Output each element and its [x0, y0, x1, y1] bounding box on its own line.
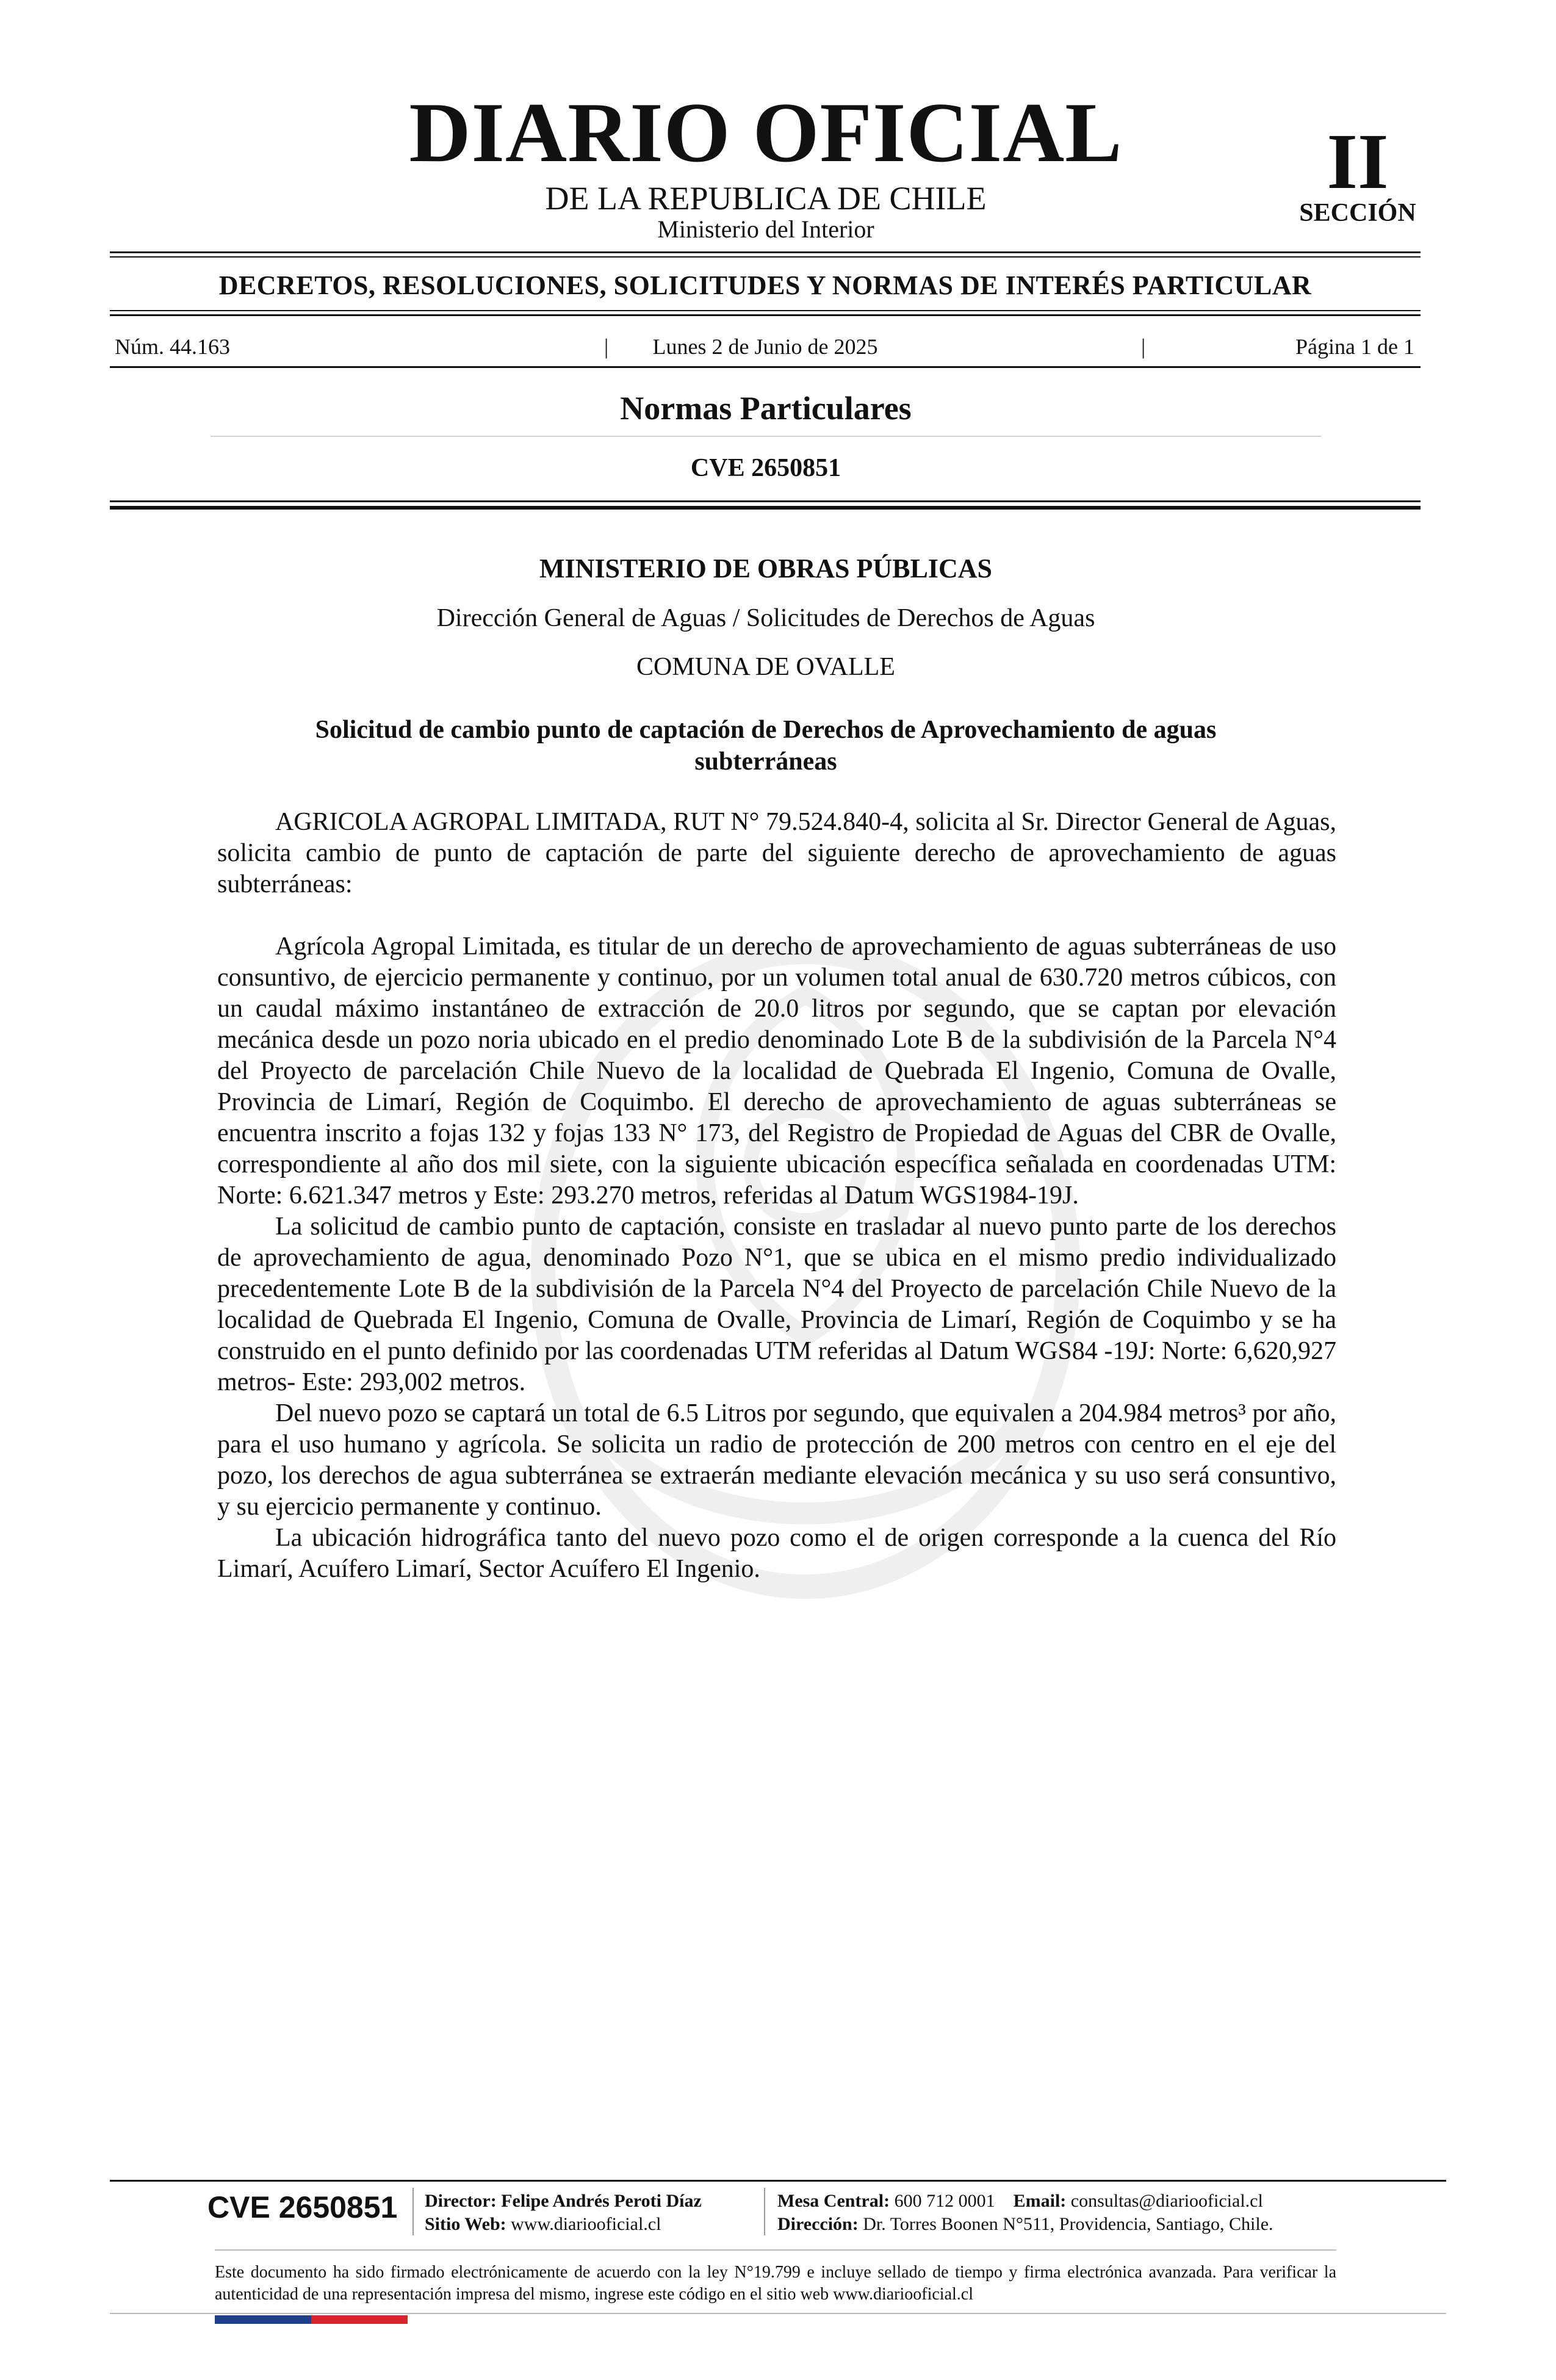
cve-rule-top [110, 500, 1421, 502]
footer-director-block [425, 2190, 754, 2236]
footer-divider [412, 2188, 414, 2235]
body-paragraph: Agrícola Agropal Limitada, es titular de un derecho de aprovechamiento de aguas subterráneas de uso consuntivo, de ejercicio permanente y continuo, por un volumen total anual de 630.720 metros cúbicos, con un caudal máximo instantáneo de extracción de 20.0 litros por segundo, que se captan por elevación mecánica desde un pozo noria ubicado en el predio denominado Lote B de la subdivisión de la Parcela N°4 del Proyecto de parcelación Chile Nuevo de la localidad de Quebrada El Ingenio, Comuna de Ovalle, Provincia de Limarí, Región de Coquimbo. El derecho de aprovechamiento de aguas subterráneas se encuentra inscrito a fojas 132 y fojas 133 N° 173, del Registro de Propiedad de Aguas del CBR de Ovalle, correspondiente al año dos mil siete, con la siguiente ubicación específica señalada en coordenadas UTM: Norte: 6.621.347 metros y Este: 293.270 metros, referidas al Datum WGS1984-19J. [217, 932, 1336, 1210]
footer-phone-email [777, 2190, 1363, 2213]
newspaper-ministry: Ministerio del Interior [657, 215, 874, 243]
director-name: Felipe Andrés Peroti Díaz [501, 2191, 702, 2211]
section-label: SECCIÓN [1299, 199, 1416, 227]
cve-code: CVE 2650851 [690, 454, 841, 482]
body-paragraph: Del nuevo pozo se captará un total de 6.5 Litros por segundo, que equivalen a 204.984 metros³ por año, para el uso humano y agrícola. Se solicita un radio de protección de 200 metros con centro en el eje del pozo, los derechos de agua subterránea se extraerán mediante elevación mecánica y su uso será consuntivo, y su ejercicio permanente y continuo. [217, 1399, 1336, 1521]
body-paragraph: La ubicación hidrográfica tanto del nuevo pozo como el de origen corresponde a la cuenca del Río Limarí, Acuífero Limarí, Sector Acuífero El Ingenio. [217, 1524, 1336, 1583]
page-indicator: Página 1 de 1 [1295, 334, 1414, 359]
cve-rule-bottom [110, 506, 1421, 510]
footer-legal-notice: Este documento ha sido firmado electrónicamente de acuerdo con la ley N°19.799 e incluye sellado de tiempo y firma electrónica avanzada. Para verificar la autenticidad de una representación impresa del mismo, ingrese este código en el sitio web www.diariooficial.cl [215, 2263, 1336, 2304]
phone-label: Mesa Central: [777, 2191, 890, 2211]
info-rule-bottom [110, 366, 1421, 368]
footer-site [425, 2213, 754, 2236]
email-address[interactable]: consultas@diariooficial.cl [1070, 2191, 1263, 2211]
body-paragraph: AGRICOLA AGROPAL LIMITADA, RUT N° 79.524.840-4, solicita al Sr. Director General de Aguas, solicita cambio de punto de captación de parte del siguiente derecho de aprovechamiento de aguas subterráneas: [217, 808, 1336, 898]
issue-info-row [110, 334, 1421, 359]
section-banner: DECRETOS, RESOLUCIONES, SOLICITUDES Y NORMAS DE INTERÉS PARTICULAR [218, 270, 1312, 300]
director-label: Director: [425, 2191, 497, 2211]
section-title-rule [211, 436, 1321, 437]
document-body [217, 807, 1336, 1585]
footer-rule-bottom [110, 2313, 1446, 2314]
info-separator: | [1141, 334, 1146, 359]
info-separator: | [604, 334, 609, 359]
email-label: Email: [1013, 2191, 1067, 2211]
footer-rule-top [110, 2180, 1446, 2182]
newspaper-title: DIARIO OFICIAL [409, 85, 1123, 180]
address-label: Dirección: [777, 2214, 859, 2234]
masthead-rule-top [110, 251, 1421, 253]
body-paragraph: La solicitud de cambio punto de captación, consiste en trasladar al nuevo punto parte de los derechos de aprovechamiento de agua, denominado Pozo N°1, que se ubica en el mismo predio individualizado precedentemente Lote B de la subdivisión de la Parcela N°4 del Proyecto de parcelación Chile Nuevo de la localidad de Quebrada El Ingenio, Comuna de Ovalle, Provincia de Limarí, Región de Coquimbo y se ha construido en el punto definido por las coordenadas UTM referidas al Datum WGS84 -19J: Norte: 6,620,927 metros- Este: 293,002 metros. [217, 1213, 1336, 1396]
comuna: COMUNA DE OVALLE [636, 653, 895, 681]
masthead-rule-top-2 [110, 256, 1421, 258]
banner-rule-bottom-2 [110, 314, 1421, 316]
address-text: Dr. Torres Boonen N°511, Providencia, Santiago, Chile. [863, 2214, 1273, 2234]
footer-rule-mid [215, 2249, 1336, 2251]
issue-number: Núm. 44.163 [115, 334, 230, 359]
issue-date: Lunes 2 de Junio de 2025 [652, 334, 878, 359]
banner-rule-bottom [110, 310, 1421, 311]
section-title: Normas Particulares [620, 390, 912, 427]
footer-contact-block [777, 2190, 1363, 2236]
document-title: Solicitud de cambio punto de captación de Derechos de Aprovechamiento de aguas subterráneas [315, 716, 1217, 776]
site-url[interactable]: www.diariooficial.cl [511, 2214, 661, 2234]
footer-divider [764, 2188, 765, 2235]
phone-number: 600 712 0001 [894, 2191, 995, 2211]
flag-stripe-red [311, 2315, 408, 2324]
footer-director [425, 2190, 754, 2213]
footer-address [777, 2213, 1363, 2236]
section-number: II [1327, 118, 1389, 206]
newspaper-subtitle: DE LA REPUBLICA DE CHILE [545, 180, 987, 217]
site-label: Sitio Web: [425, 2214, 506, 2234]
issuing-direction: Dirección General de Aguas / Solicitudes de Derechos de Aguas [436, 604, 1095, 632]
issuing-ministry: MINISTERIO DE OBRAS PÚBLICAS [539, 554, 993, 583]
footer-cve-code: CVE 2650851 [207, 2190, 398, 2224]
flag-stripe-blue [215, 2315, 311, 2324]
